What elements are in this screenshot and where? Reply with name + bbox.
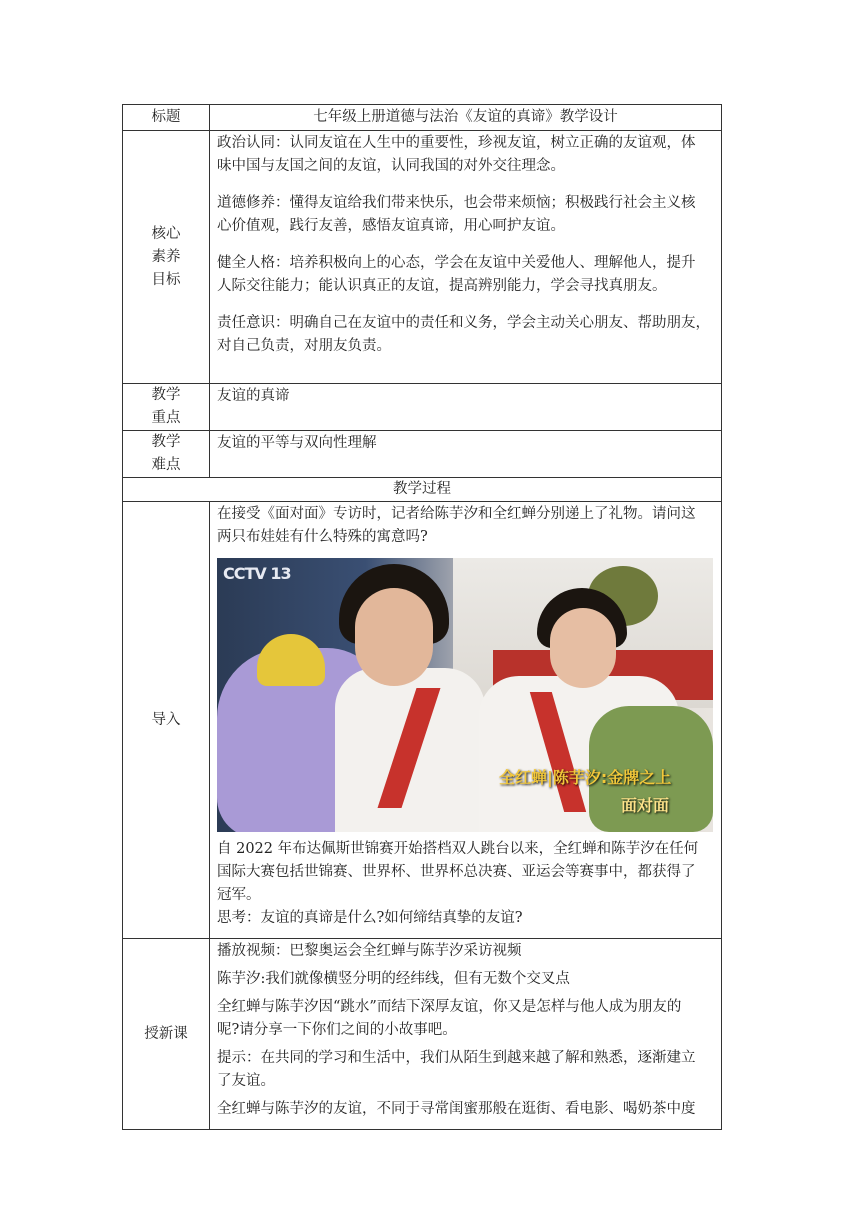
document-title: 七年级上册道德与法治《友谊的真谛》教学设计 xyxy=(210,105,722,131)
core-literacy-row xyxy=(123,131,722,384)
new-lesson-content xyxy=(210,939,722,1130)
intro-question: 在接受《面对面》专访时，记者给陈芋汐和全红蝉分别递上了礼物。请问这 两只布娃娃有什么特殊的寓意吗? xyxy=(217,506,696,545)
intro-achievement-text: 自 2022 年布达佩斯世锦赛开始搭档双人跳台以来，全红蝉和陈芋汐在任何 国际大赛包括世锦赛、世界杯、世界杯总决赛、亚运会等赛事中，都获得了 冠军。 xyxy=(217,841,699,903)
political-identity-text: 政治认同：认同友谊在人生中的重要性，珍视友谊，树立正确的友谊观，体 味中国与友国之间的友谊，认同我国的对外交往理念。 xyxy=(217,135,696,174)
title-label: 标题 xyxy=(123,105,210,131)
video-instruction: 播放视频：巴黎奥运会全红蝉与陈芋汐采访视频 xyxy=(217,943,522,959)
difficulty-label: 教学 难点 xyxy=(123,431,210,478)
sound-personality-text: 健全人格：培养积极向上的心态，学会在友谊中关爱他人、理解他人，提升 人际交往能力；能认识真正的友谊，提高辨别能力，学会寻找真朋友。 xyxy=(217,255,696,294)
interview-photo xyxy=(217,558,713,832)
lesson-plan-table xyxy=(122,104,722,1130)
moral-cultivation-text: 道德修养：懂得友谊给我们带来快乐，也会带来烦恼；积极践行社会主义核 心价值观，践行友善，感悟友谊真谛，用心呵护友谊。 xyxy=(217,195,696,234)
hint-text: 提示：在共同的学习和生活中，我们从陌生到越来越了解和熟悉，逐渐建立 了友谊。 xyxy=(217,1050,696,1089)
intro-row xyxy=(123,502,722,939)
key-point-label: 教学 重点 xyxy=(123,384,210,431)
label-line: 目标 xyxy=(151,271,181,288)
program-caption: 全红蝉|陈芋汐:金牌之上 xyxy=(499,768,672,787)
program-name-caption: 面对面 xyxy=(621,796,670,815)
intro-content xyxy=(210,502,722,939)
difficulty-row xyxy=(123,431,722,478)
new-lesson-row xyxy=(123,939,722,1130)
responsibility-text: 责任意识：明确自己在友谊中的责任和义务，学会主动关心朋友、帮助朋友， 对自己负责，对朋友负责。 xyxy=(217,315,710,354)
key-point-row xyxy=(123,384,722,431)
core-literacy-content xyxy=(210,131,722,384)
label-line: 素养 xyxy=(151,248,181,265)
athlete-right-face xyxy=(550,608,616,688)
doll-hat xyxy=(257,634,325,686)
label-line: 核心 xyxy=(151,225,181,242)
intro-label: 导入 xyxy=(123,502,210,939)
core-literacy-label xyxy=(123,131,210,384)
process-header-row xyxy=(123,478,722,502)
cctv-logo: CCTV 13 xyxy=(223,564,291,583)
share-prompt: 全红蝉与陈芋汐因“跳水”而结下深厚友谊，你又是怎样与他人成为朋友的 呢?请分享一下你们之间的小故事吧。 xyxy=(217,999,682,1038)
difficulty-value: 友谊的平等与双向性理解 xyxy=(210,431,722,478)
new-lesson-label: 授新课 xyxy=(123,939,210,1130)
quote-text: 陈芋汐:我们就像横竖分明的经纬线，但有无数个交叉点 xyxy=(217,971,570,987)
intro-think-question: 思考：友谊的真谛是什么?如何缔结真挚的友谊? xyxy=(217,910,523,926)
athlete-left-face xyxy=(355,588,433,686)
title-row xyxy=(123,105,722,131)
key-point-value: 友谊的真谛 xyxy=(210,384,722,431)
friendship-text: 全红蝉与陈芋汐的友谊，不同于寻常闺蜜那般在逛街、看电影、喝奶茶中度 xyxy=(217,1101,696,1117)
process-header: 教学过程 xyxy=(123,478,722,502)
